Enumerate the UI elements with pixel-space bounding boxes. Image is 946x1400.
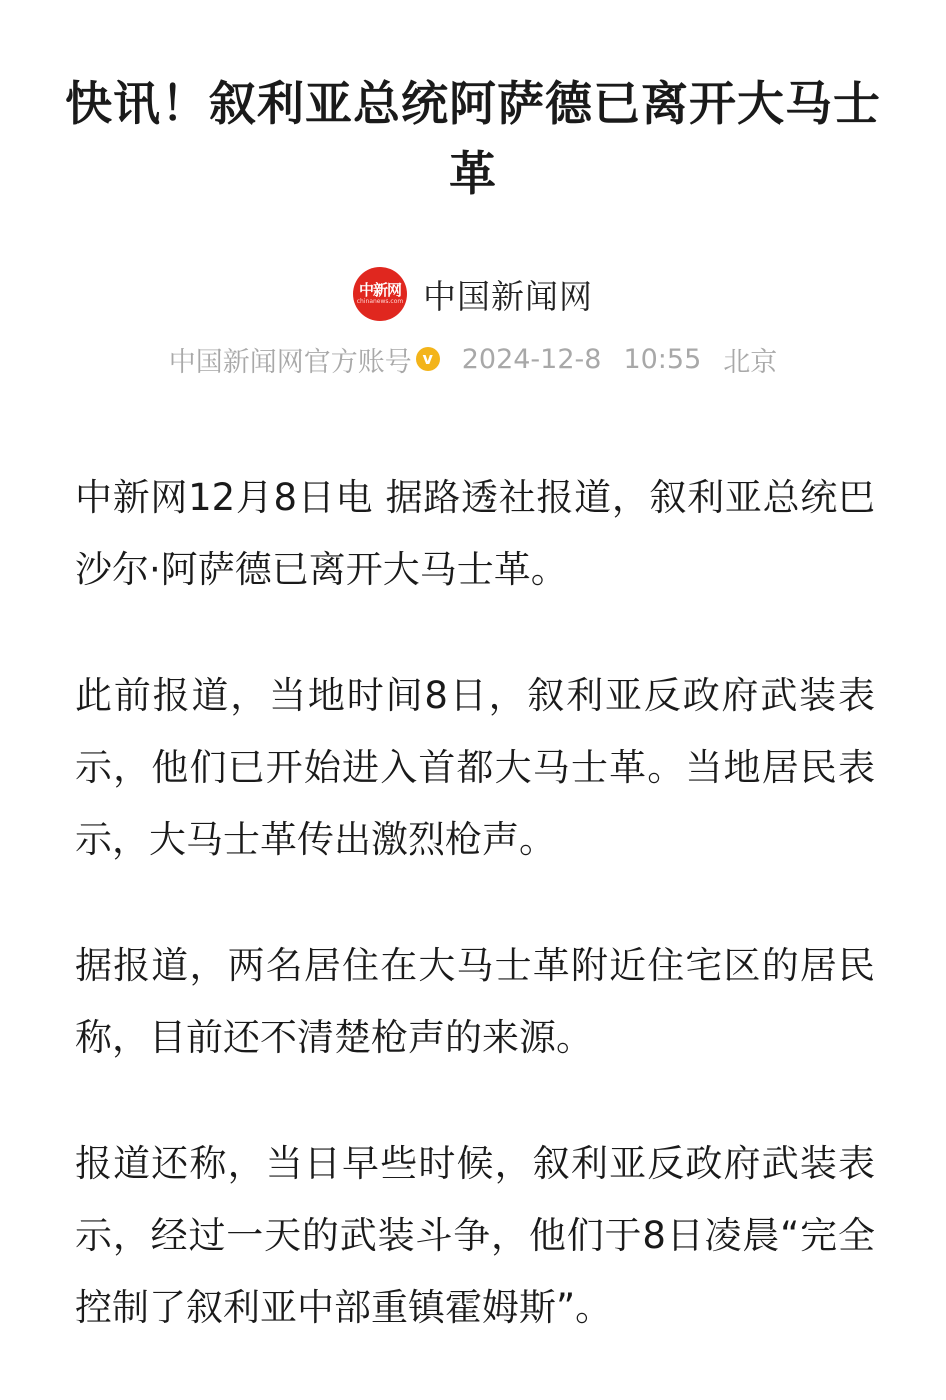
chinanews-logo-icon[interactable] — [353, 267, 407, 321]
article-title: 快讯！叙利亚总统阿萨德已离开大马士革 — [65, 77, 881, 202]
source-row[interactable] — [0, 264, 946, 324]
account-label: 中国新闻网官方账号 — [168, 346, 412, 378]
publish-date: 2024-12-8 — [461, 343, 602, 375]
logo-subtext: chinanews.com — [356, 298, 404, 305]
meta-row — [0, 336, 946, 382]
paragraph: 此前报道，当地时间8日，叙利亚反政府武装表示，他们已开始进入首都大马士革。当地居民表示，大马士革传出激烈枪声。 — [75, 674, 875, 861]
publish-time: 10:55 — [623, 343, 702, 375]
paragraph: 报道还称，当日早些时候，叙利亚反政府武装表示，经过一天的武装斗争，他们于8日凌晨“完全控制了叙利亚中部重镇霍姆斯”。 — [75, 1142, 875, 1329]
verified-badge-icon: v — [416, 347, 440, 371]
paragraph: 中新网12月8日电 据路透社报道，叙利亚总统巴沙尔·阿萨德已离开大马士革。 — [75, 476, 875, 591]
publish-location: 北京 — [723, 346, 778, 378]
article-body — [75, 462, 875, 1398]
logo-text: 中新网 — [358, 281, 401, 299]
source-name[interactable]: 中国新闻网 — [423, 276, 593, 316]
paragraph: 据报道，两名居住在大马士革附近住宅区的居民称，目前还不清楚枪声的来源。 — [75, 944, 875, 1059]
